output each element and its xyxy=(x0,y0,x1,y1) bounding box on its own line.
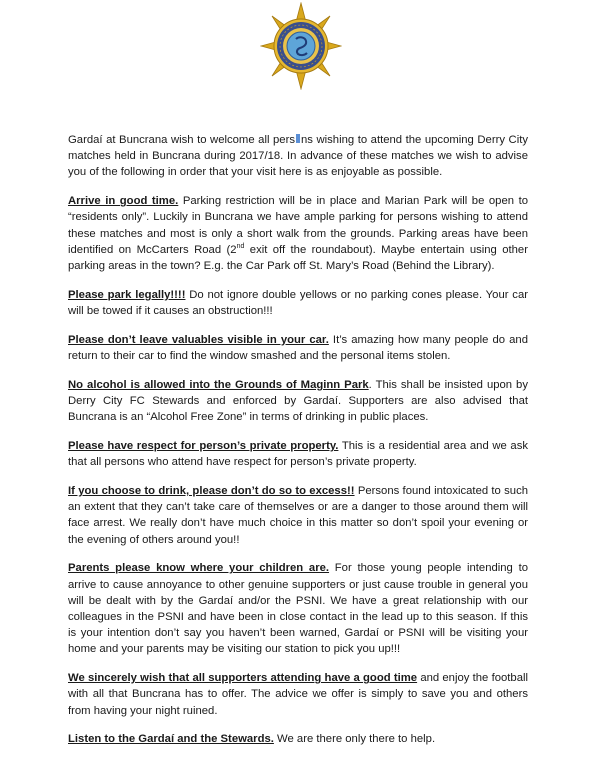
paragraph-heading: Arrive in good time. xyxy=(68,195,179,208)
paragraph-heading: We sincerely wish that all supporters attending have a good time xyxy=(68,672,418,685)
paragraph-heading: No alcohol is allowed into the Grounds of Maginn Park xyxy=(68,378,369,391)
intro-text-part2: ns wishing to attend the upcoming Derry City matches held in Buncrana during 2017/18. In advance of these matches we wish to advise you of the following in order that your visit here is as enjoyable as possible. xyxy=(68,134,528,179)
paragraph-no-alcohol xyxy=(68,377,528,426)
paragraph-text: and enjoy the football with all that Buncrana has to offer. The advice we offer is simply to save you and others from having your night ruined. xyxy=(68,672,528,717)
paragraph-heading: Parents please know where your children are. xyxy=(68,562,330,575)
paragraph-drink xyxy=(68,483,528,548)
paragraph-valuables xyxy=(68,332,528,364)
paragraph-text: Persons found intoxicated to such an extent that they can’t take care of themselves or are a danger to those around them will face arrest. We really don’t have much choice in this matter so don’t spoil your evening or the evening of others around you!! xyxy=(68,485,528,546)
paragraph-text: We are there only there to help. xyxy=(273,733,436,746)
paragraph-text: This is a residential area and we ask that all persons who attend have respect for person’s private property. xyxy=(68,440,529,469)
garda-crest-icon xyxy=(260,2,342,90)
paragraph-heading: Please don’t leave valuables visible in your car. xyxy=(68,333,329,346)
paragraph-text-cont: exit off the roundabout). Maybe entertain using other parking areas in the town? E.g. the Car Park off St. Mary’s Road (Behind the Library). xyxy=(68,243,528,273)
paragraph-heading: Please have respect for person’s private property. xyxy=(68,440,339,453)
paragraph-text: It’s amazing how many people do and return to their car to find the window smashed and the personal items stolen. xyxy=(68,333,528,363)
paragraph-arrive xyxy=(68,193,528,274)
paragraph-text: For those young people intending to arrive to cause annoyance to other genuine supporters or just cause trouble in general you will be dealt with by the Gardaí and/or the PSNI. We have a great relationship with our colleagues in the PSNI and have been in close contact in the lead up to this season. If this is your intention don’t say you haven’t been warned, Gardaí or PSNI will be visiting your home and your parents may be visiting our station to pick you up!!! xyxy=(68,562,528,656)
paragraph-heading: If you choose to drink, please don’t do so to excess!! xyxy=(68,485,355,498)
paragraph-text: Do not ignore double yellows or no parking cones please. Your car will be towed if it causes an obstruction!!! xyxy=(68,288,528,318)
text-cursor xyxy=(296,134,300,143)
paragraph-text: Parking restriction will be in place and Marian Park will be open to “residents only”. Luckily in Buncrana we have ample parking for persons wishing to attend these matches and most is only a short walk from the grounds. Parking areas have been identified on McCarters Road (2 xyxy=(68,195,528,256)
paragraph-heading: Please park legally!!!! xyxy=(68,288,186,301)
paragraph-good-time xyxy=(68,670,528,719)
paragraph-parents xyxy=(68,560,528,657)
intro-paragraph xyxy=(68,132,528,181)
paragraph-heading: Listen to the Gardaí and the Stewards. xyxy=(68,733,274,746)
intro-text-part1: Gardaí at Buncrana wish to welcome all pers xyxy=(68,134,295,146)
paragraph-park-legally xyxy=(68,287,528,319)
paragraph-listen xyxy=(68,731,528,747)
notice-body xyxy=(68,132,528,760)
paragraph-respect-property xyxy=(68,438,528,470)
paragraph-text: . This shall be insisted upon by Derry City FC Stewards and enforced by Gardaí. Supporters are also advised that Buncrana is an “Alcohol Free Zone” in terms of drinking in public places. xyxy=(68,378,528,424)
ordinal-suffix: nd xyxy=(236,243,245,251)
